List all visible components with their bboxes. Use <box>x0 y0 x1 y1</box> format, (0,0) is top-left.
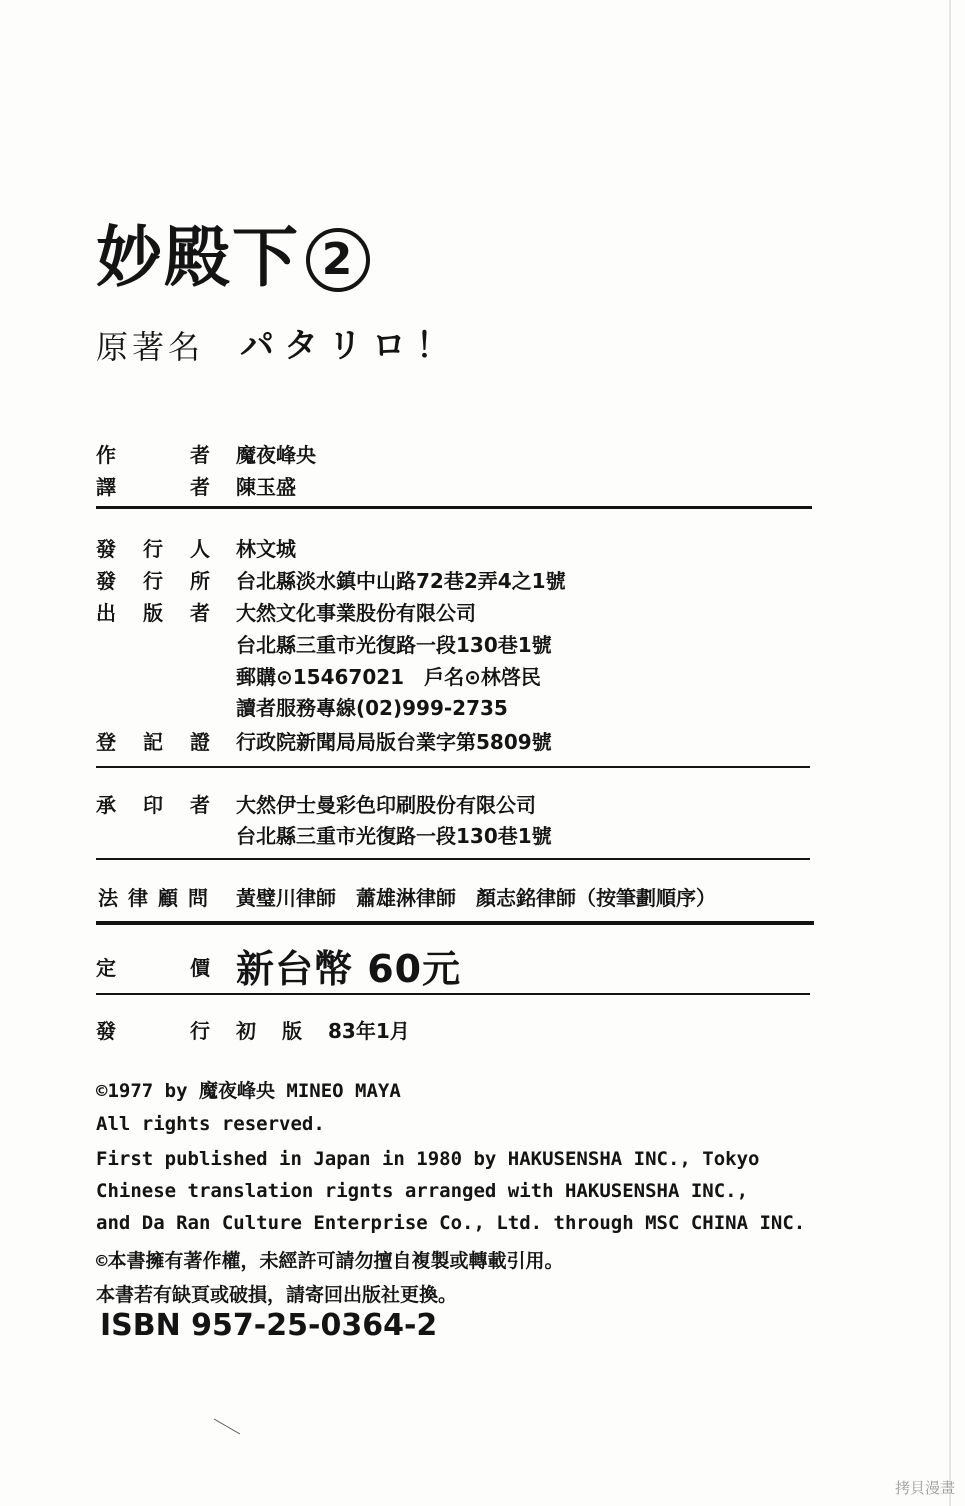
author-name: 魔夜峰央 <box>236 443 316 467</box>
translator-label-1: 譯 <box>96 475 116 499</box>
author-label-2: 者 <box>190 443 210 467</box>
page-edge <box>949 0 951 1506</box>
publisher-mail-order: 郵購⊙15467021 戶名⊙林啓民 <box>236 665 541 689</box>
isbn: ISBN 957-25-0364-2 <box>100 1308 438 1343</box>
registration-label-3: 證 <box>190 730 210 754</box>
publisher-name: 大然文化事業股份有限公司 <box>236 601 476 625</box>
title-text: 妙殿下 <box>96 219 300 296</box>
publisher-person-label-3: 人 <box>190 537 210 561</box>
legal-counsel: 黃璧川律師 蕭雄淋律師 顏志銘律師（按筆劃順序） <box>236 886 716 910</box>
publisher-label-3: 者 <box>190 601 210 625</box>
publisher-label-1: 出 <box>96 601 116 625</box>
registration-label-1: 登 <box>96 730 116 754</box>
replacement-notice: 本書若有缺頁或破損，請寄回出版社更換。 <box>96 1284 458 1306</box>
registration-number: 行政院新聞局局版台業字第5809號 <box>236 730 552 754</box>
author-label-1: 作 <box>96 443 116 467</box>
divider-4 <box>96 993 810 995</box>
rights-reserved: All rights reserved. <box>96 1113 325 1135</box>
publisher-office: 台北縣淡水鎮中山路72巷2弄4之1號 <box>236 569 566 593</box>
divider-thick-2 <box>96 921 814 925</box>
price-value: 新台幣 60元 <box>236 947 462 991</box>
publisher-office-label-1: 發 <box>96 569 116 593</box>
original-title-label: 原著名 <box>96 328 205 366</box>
price-label-1: 定 <box>96 956 116 980</box>
volume-number: 2 <box>306 228 370 292</box>
printer-label-2: 印 <box>143 793 163 817</box>
edition-label-4: 版 <box>282 1019 302 1043</box>
publisher-label-2: 版 <box>143 601 163 625</box>
translator-name: 陳玉盛 <box>236 475 296 499</box>
publisher-person-label-2: 行 <box>143 537 163 561</box>
edition-label-2: 行 <box>190 1019 210 1043</box>
divider-thick-1 <box>96 506 812 509</box>
printer-name: 大然伊士曼彩色印刷股份有限公司 <box>236 793 536 817</box>
first-published: First published in Japan in 1980 by HAKUSENSHA INC., Tokyo <box>96 1148 760 1170</box>
translation-rights: Chinese translation rignts arranged with HAKUSENSHA INC., <box>96 1180 749 1202</box>
publisher-person: 林文城 <box>236 537 296 561</box>
book-title <box>96 218 370 298</box>
edition-label-3: 初 <box>236 1019 256 1043</box>
copyright-line: ©1977 by 魔夜峰央 MINEO MAYA <box>96 1080 401 1102</box>
publisher-office-label-2: 行 <box>143 569 163 593</box>
price-label-2: 價 <box>190 956 210 980</box>
divider-2 <box>96 766 810 768</box>
translator-label-2: 者 <box>190 475 210 499</box>
copyright-notice-zh: ©本書擁有著作權，未經許可請勿擅自複製或轉載引用。 <box>96 1250 564 1272</box>
publisher-office-label-3: 所 <box>190 569 210 593</box>
publisher-person-label-1: 發 <box>96 537 116 561</box>
edition-date: 83年1月 <box>328 1019 410 1043</box>
original-title: パタリロ！ <box>240 326 460 366</box>
printer-label-1: 承 <box>96 793 116 817</box>
translation-agency: and Da Ran Culture Enterprise Co., Ltd. through MSC CHINA INC. <box>96 1212 806 1234</box>
publisher-hotline: 讀者服務專線(02)999-2735 <box>236 696 508 720</box>
publisher-address: 台北縣三重市光復路一段130巷1號 <box>236 633 552 657</box>
pen-mark <box>214 1419 240 1435</box>
edition-label-1: 發 <box>96 1019 116 1043</box>
divider-3 <box>96 858 810 860</box>
watermark: 拷貝漫畫 <box>894 1479 955 1497</box>
printer-address: 台北縣三重市光復路一段130巷1號 <box>236 824 552 848</box>
registration-label-2: 記 <box>143 730 163 754</box>
legal-label: 法律顧問 <box>98 886 218 910</box>
printer-label-3: 者 <box>190 793 210 817</box>
